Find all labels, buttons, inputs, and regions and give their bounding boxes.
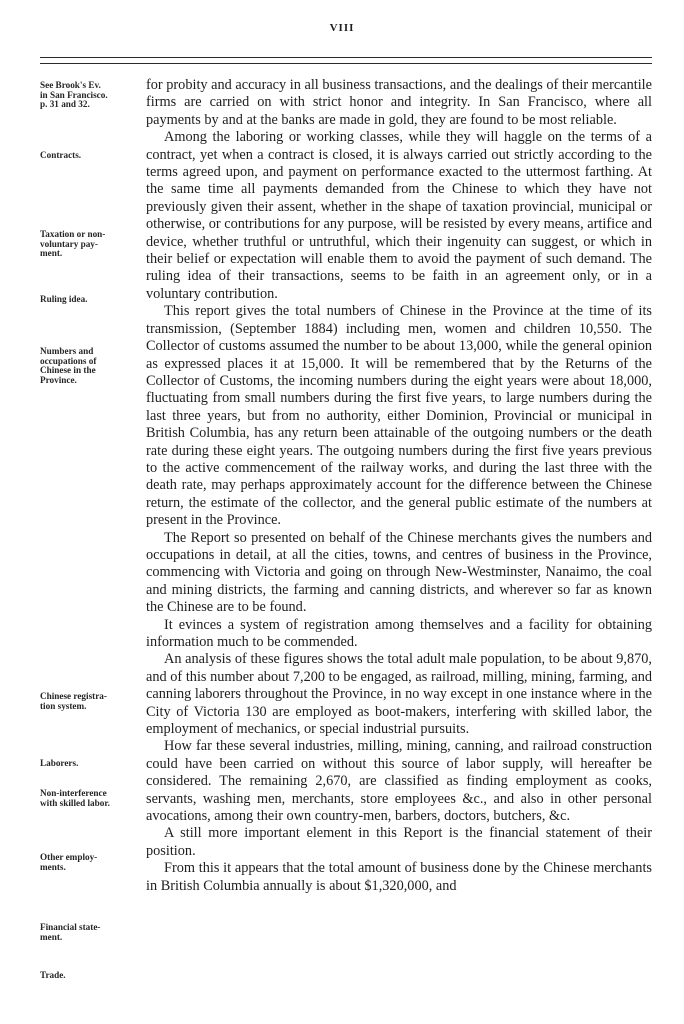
margin-note-trade: Trade. xyxy=(40,970,66,980)
paragraph-contracts: Among the laboring or working classes, while they will haggle on the terms of a contract, yet when a contract is closed, it is always carried out strictly according to the terms agreed upon, and payment on performance exacted to the uttermost farthing. At the same time all payments demanded from the Chinese to which they have not previously given their assent, whether in the shape of taxation provincial, municipal or otherwise, or contributions for any purpose, will be resisted by every means, artifice and device, whether truthful or untruthful, which their ingenuity can suggest, or which in their belief or expectation will enable them to avoid the payment of such demand. The ruling idea of their transactions, seems to be faith in an agreement only, or in a voluntary contribution. xyxy=(146,129,652,302)
margin-notes xyxy=(40,0,140,1024)
paragraph-numbers: This report gives the total numbers of Chinese in the Province at the time of its transmission, (September 1884) including men, women and children 10,550. The Collector of customs assumed the number to be about 13,000, while the general opinion as expressed places it at 15,000. It will be remembered that by the Returns of the Collector of Customs, the incoming numbers during the eight years were about 18,000, fluctuating from small numbers during the first five years, to large numbers during the last three years, but from no authority, either Dominion, Provincial or municipal in British Columbia, has any return been attainable of the outgoing numbers or the death rate during these eight years. The outgoing numbers during the first five years previous to the active commencement of the railway works, and during the last three with the death rate, may perhaps approximately account for the difference between the Chinese return, the estimate of the collector, and the general public estimate of the numbers at present in the Province. xyxy=(146,303,652,529)
margin-note-registration: Chinese registra- tion system. xyxy=(40,691,107,711)
margin-note-other-employments: Other employ- ments. xyxy=(40,852,98,872)
paragraph-trade: From this it appears that the total amount of business done by the Chinese merchants in British Columbia annually is about $1,320,000, and xyxy=(146,860,652,894)
margin-note-ruling-idea: Ruling idea. xyxy=(40,294,88,304)
margin-note-contracts: Contracts. xyxy=(40,150,82,160)
paragraph-report: The Report so presented on behalf of the Chinese merchants gives the numbers and occupations in detail, at all the cities, towns, and centres of business in the Province, commencing with Victoria and going on through New-Westminster, Nanaimo, the coal and mining districts, the farming and canning districts, and wherever so far as known the Chinese are to be found. xyxy=(146,529,652,616)
paragraph-analysis: An analysis of these figures shows the total adult male population, to be about 9,870, and of this number about 7,200 to be engaged, as railroad, milling, mining, farming, and canning laborers throughout the Province, in no way except in one instance where in the City of Victoria 130 are employed as boot-makers, interfering with skilled labor, the employment of mechanics, or special industrial pursuits. xyxy=(146,651,652,738)
margin-note-laborers: Laborers. xyxy=(40,758,79,768)
body-text xyxy=(146,77,652,895)
page-number: VIII xyxy=(329,22,355,34)
paragraph-financial: A still more important element in this Report is the financial statement of their position. xyxy=(146,825,652,859)
paragraph-registration: It evinces a system of registration among themselves and a facility for obtaining information much to be commended. xyxy=(146,616,652,650)
margin-note-numbers: Numbers and occupations of Chinese in the Province. xyxy=(40,346,97,385)
margin-note-non-interference: Non-interference with skilled labor. xyxy=(40,788,110,808)
paragraph-industries: How far these several industries, milling, mining, canning, and railroad construction could have been carried on without this source of labor supply, will hereafter be considered. The remaining 2,670, are classified as finding employment as cooks, servants, washing men, merchants, store employees &c., and also in other personal avocations, among their own country-men, barbers, doctors, butchers, &c. xyxy=(146,738,652,825)
margin-note-taxation: Taxation or non- voluntary pay- ment. xyxy=(40,229,106,259)
paragraph-probity: for probity and accuracy in all business transactions, and the dealings of their mercantile firms are carried on with strict honor and integrity. In San Francisco, where all payments by and at the banks are made in gold, they are found to be most reliable. xyxy=(146,77,652,128)
margin-note-financial: Financial state- ment. xyxy=(40,922,101,942)
margin-note-brooks-evidence: See Brook's Ev. in San Francisco. p. 31 and 32. xyxy=(40,80,108,110)
